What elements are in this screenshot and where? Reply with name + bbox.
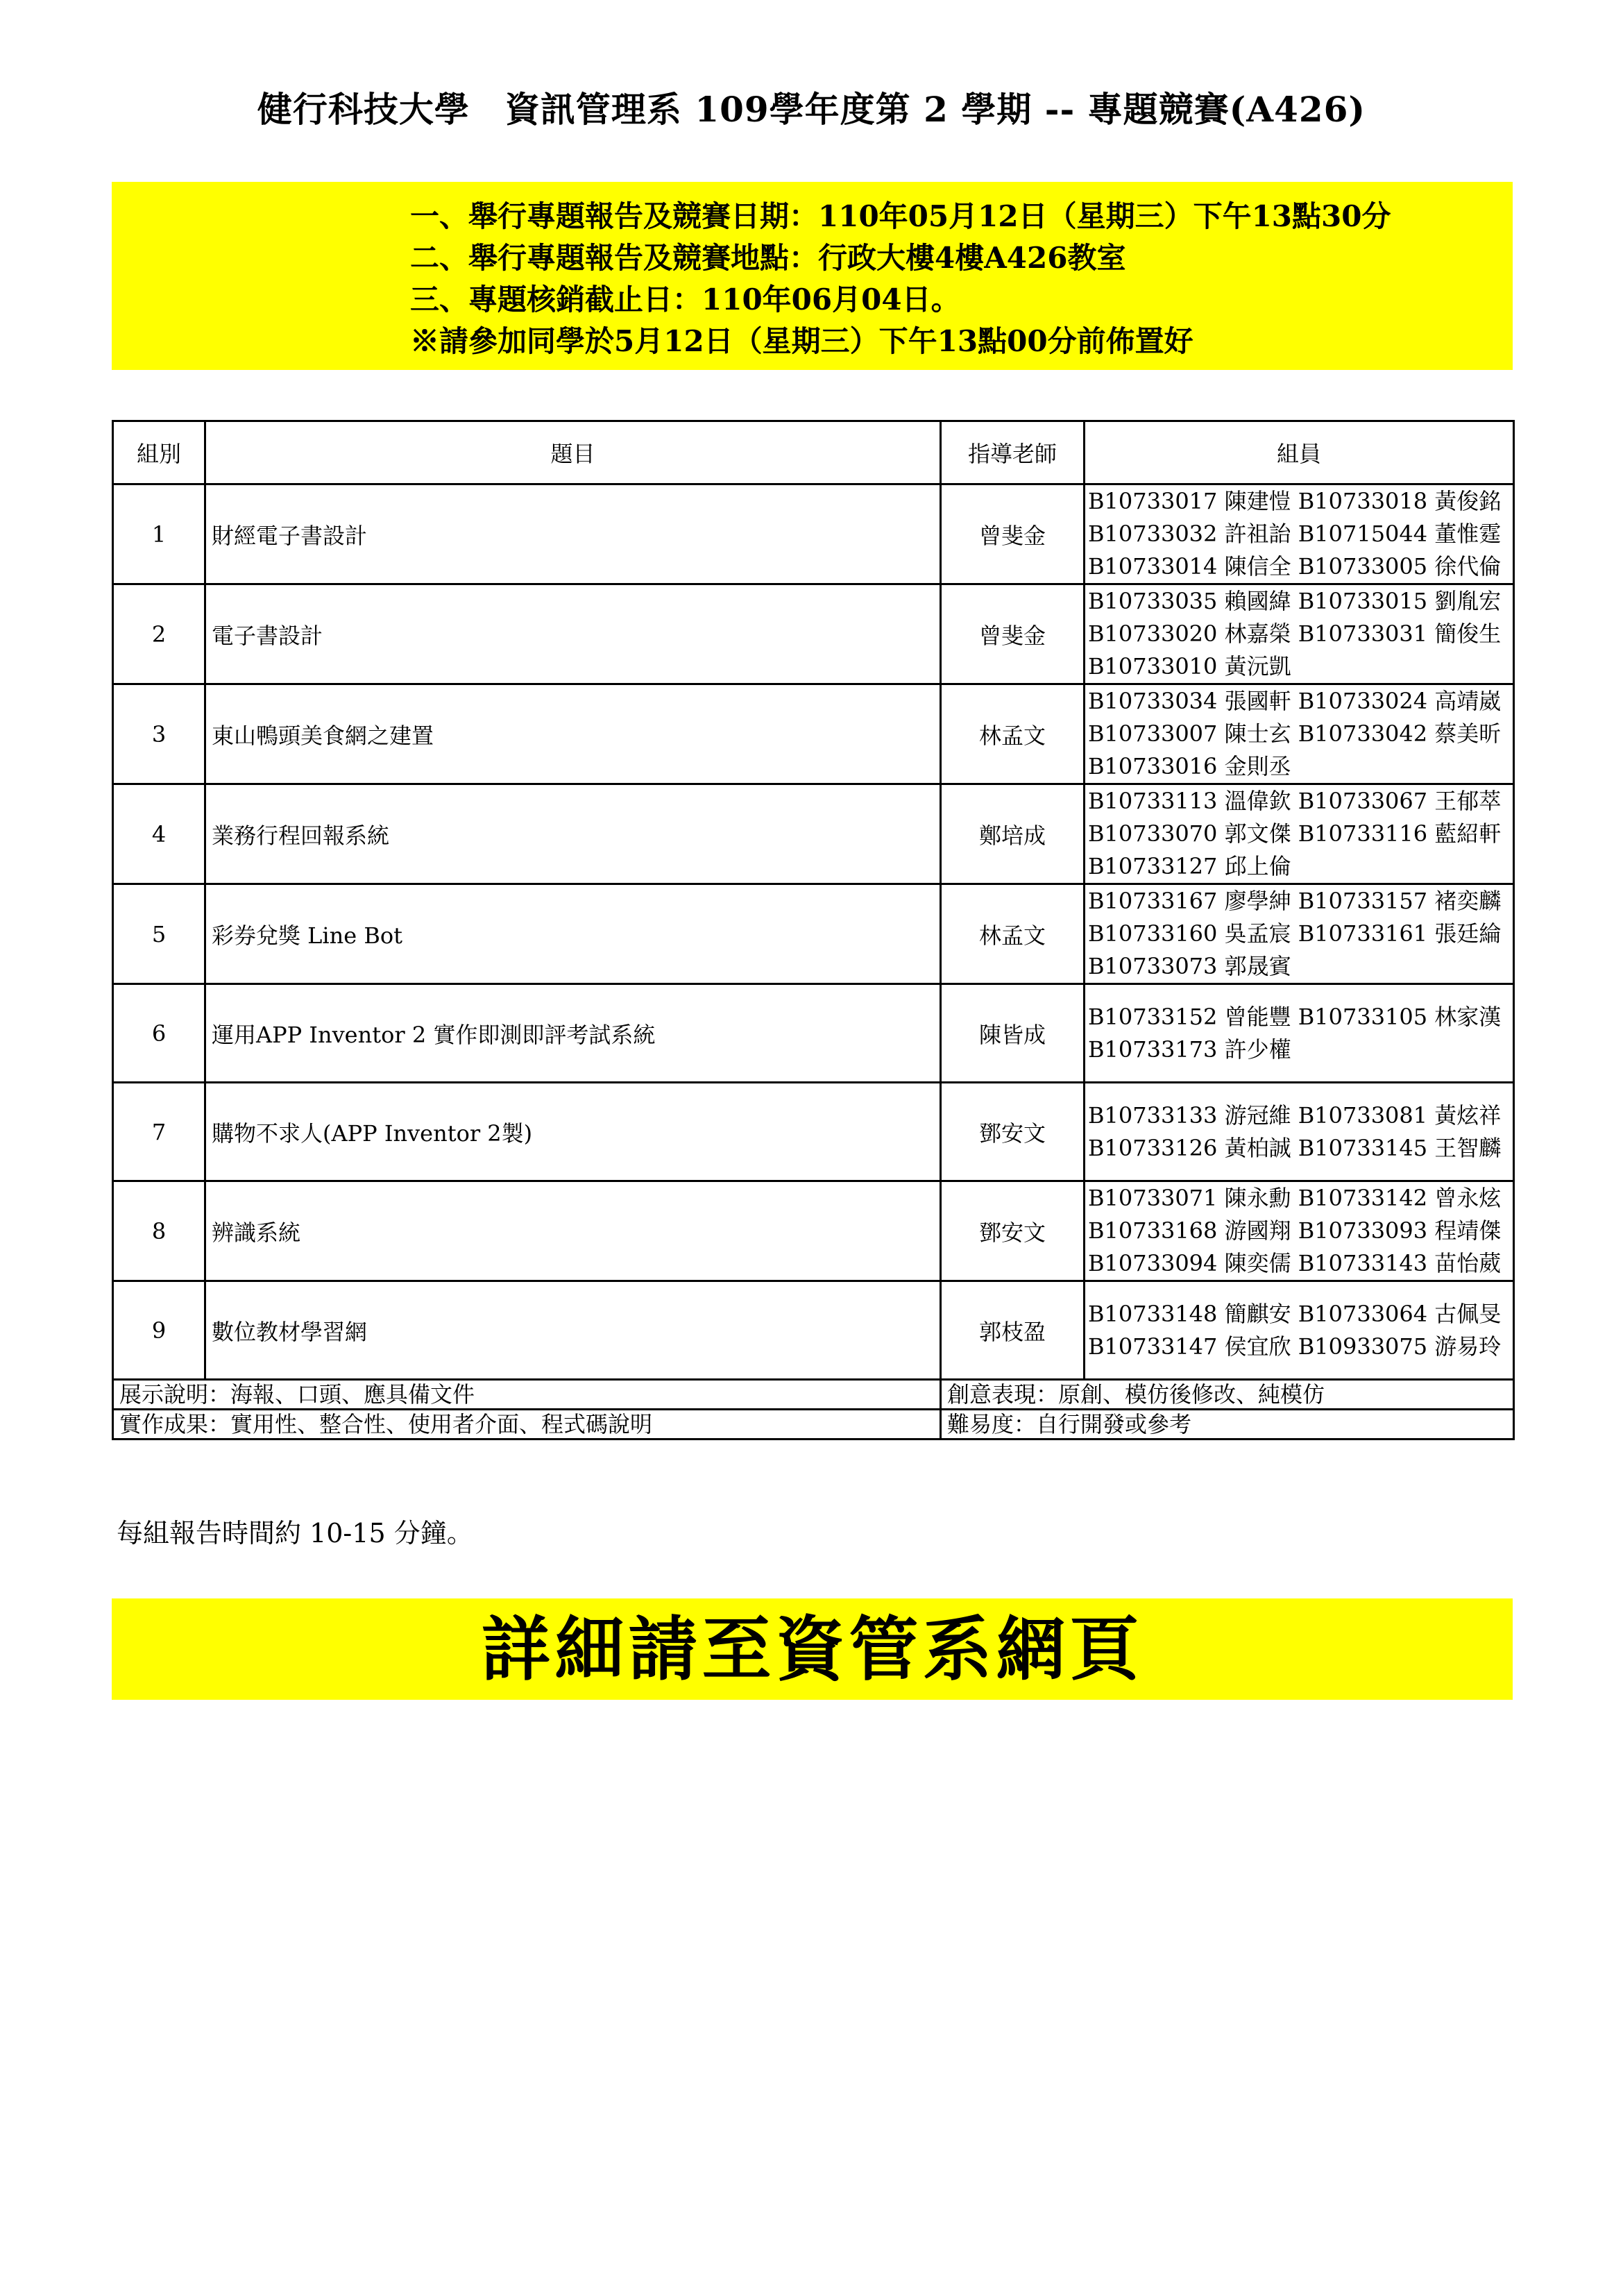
report-time-note: 每組報告時間約 10-15 分鐘。 bbox=[117, 1518, 473, 1548]
member-line: B10733113 溫偉欽 B10733067 王郁萃 bbox=[1088, 788, 1502, 814]
groups-table bbox=[112, 420, 1515, 1440]
member-line: B10733168 游國翔 B10733093 程靖傑 bbox=[1088, 1217, 1502, 1244]
member-line: B10733148 簡麒安 B10733064 古佩旻 bbox=[1088, 1300, 1502, 1327]
member-list bbox=[1085, 1181, 1514, 1281]
member-line: B10733073 郭晟賓 bbox=[1088, 953, 1291, 979]
member-line: B10733152 曾能豐 B10733105 林家漢 bbox=[1088, 1003, 1502, 1030]
project-title: 財經電子書設計 bbox=[205, 484, 941, 584]
notice-date: 一、舉行專題報告及競賽日期：110年05月12日（星期三）下午13點30分 bbox=[410, 199, 1391, 233]
table-header-row bbox=[113, 421, 1514, 484]
table-row bbox=[113, 984, 1514, 1083]
group-number: 4 bbox=[113, 784, 205, 884]
notice-setup-reminder: ※請參加同學於5月12日（星期三）下午13點00分前佈置好 bbox=[410, 324, 1193, 358]
member-line: B10733016 金則丞 bbox=[1088, 753, 1291, 779]
member-line: B10733160 吳孟宸 B10733161 張廷綸 bbox=[1088, 920, 1502, 947]
notice-box bbox=[112, 182, 1513, 370]
member-line: B10733094 陳奕儒 B10733143 苗怡葳 bbox=[1088, 1250, 1502, 1276]
table-row bbox=[113, 684, 1514, 784]
member-line: B10733010 黃沅凱 bbox=[1088, 653, 1291, 679]
member-list bbox=[1085, 784, 1514, 884]
group-number: 2 bbox=[113, 584, 205, 684]
advisor-name: 鄧安文 bbox=[941, 1181, 1085, 1281]
header-advisor: 指導老師 bbox=[941, 421, 1085, 484]
group-number: 5 bbox=[113, 884, 205, 984]
criteria-row bbox=[113, 1380, 1514, 1410]
advisor-name: 曾斐金 bbox=[941, 584, 1085, 684]
member-line: B10733007 陳士玄 B10733042 蔡美昕 bbox=[1088, 720, 1502, 747]
header-group-no: 組別 bbox=[113, 421, 205, 484]
criteria-creativity: 創意表現：原創、模仿後修改、純模仿 bbox=[941, 1380, 1514, 1410]
notice-deadline: 三、專題核銷截止日：110年06月04日。 bbox=[410, 282, 960, 316]
member-list bbox=[1085, 584, 1514, 684]
group-number: 1 bbox=[113, 484, 205, 584]
advisor-name: 陳皆成 bbox=[941, 984, 1085, 1083]
member-line: B10733071 陳永勳 B10733142 曾永炫 bbox=[1088, 1185, 1502, 1211]
table-row bbox=[113, 484, 1514, 584]
member-line: B10733070 郭文傑 B10733116 藍紹軒 bbox=[1088, 820, 1502, 847]
table-row bbox=[113, 884, 1514, 984]
table-row bbox=[113, 1281, 1514, 1380]
criteria-presentation: 展示說明：海報、口頭、應具備文件 bbox=[113, 1380, 941, 1410]
project-title: 業務行程回報系統 bbox=[205, 784, 941, 884]
table-row bbox=[113, 784, 1514, 884]
advisor-name: 鄧安文 bbox=[941, 1083, 1085, 1181]
table-row bbox=[113, 584, 1514, 684]
page-title: 健行科技大學 資訊管理系 109學年度第 2 學期 -- 專題競賽(A426) bbox=[257, 89, 1366, 130]
table-row bbox=[113, 1181, 1514, 1281]
criteria-row bbox=[113, 1410, 1514, 1440]
notice-location: 二、舉行專題報告及競賽地點：行政大樓4樓A426教室 bbox=[410, 241, 1126, 275]
project-title: 購物不求人(APP Inventor 2製) bbox=[205, 1083, 941, 1181]
website-banner: 詳細請至資管系網頁 bbox=[112, 1598, 1513, 1700]
group-number: 6 bbox=[113, 984, 205, 1083]
group-number: 9 bbox=[113, 1281, 205, 1380]
advisor-name: 林孟文 bbox=[941, 884, 1085, 984]
member-line: B10733017 陳建愷 B10733018 黃俊銘 bbox=[1088, 488, 1502, 514]
group-number: 7 bbox=[113, 1083, 205, 1181]
advisor-name: 郭枝盈 bbox=[941, 1281, 1085, 1380]
group-number: 3 bbox=[113, 684, 205, 784]
advisor-name: 曾斐金 bbox=[941, 484, 1085, 584]
member-list bbox=[1085, 884, 1514, 984]
criteria-difficulty: 難易度：自行開發或參考 bbox=[941, 1410, 1514, 1440]
criteria-implementation: 實作成果：實用性、整合性、使用者介面、程式碼說明 bbox=[113, 1410, 941, 1440]
project-title: 辨識系統 bbox=[205, 1181, 941, 1281]
member-list bbox=[1085, 484, 1514, 584]
member-line: B10733127 邱上倫 bbox=[1088, 853, 1291, 879]
table-row bbox=[113, 1083, 1514, 1181]
member-line: B10733147 侯宜欣 B10933075 游易玲 bbox=[1088, 1333, 1502, 1360]
project-title: 東山鴨頭美食網之建置 bbox=[205, 684, 941, 784]
member-line: B10733020 林嘉榮 B10733031 簡俊生 bbox=[1088, 621, 1502, 647]
advisor-name: 林孟文 bbox=[941, 684, 1085, 784]
member-line: B10733167 廖學紳 B10733157 褚奕麟 bbox=[1088, 888, 1502, 914]
member-list bbox=[1085, 1281, 1514, 1380]
project-title: 電子書設計 bbox=[205, 584, 941, 684]
member-line: B10733034 張國軒 B10733024 高靖崴 bbox=[1088, 688, 1502, 714]
member-list bbox=[1085, 1083, 1514, 1181]
project-title: 運用APP Inventor 2 實作即測即評考試系統 bbox=[205, 984, 941, 1083]
member-line: B10733032 許祖詒 B10715044 董惟霆 bbox=[1088, 521, 1502, 547]
header-members: 組員 bbox=[1085, 421, 1514, 484]
group-number: 8 bbox=[113, 1181, 205, 1281]
project-title: 彩券兌獎 Line Bot bbox=[205, 884, 941, 984]
member-list bbox=[1085, 684, 1514, 784]
header-topic: 題目 bbox=[205, 421, 941, 484]
member-line: B10733126 黃柏誠 B10733145 王智麟 bbox=[1088, 1134, 1502, 1161]
member-line: B10733133 游冠維 B10733081 黃炫祥 bbox=[1088, 1101, 1502, 1129]
member-list bbox=[1085, 984, 1514, 1083]
advisor-name: 鄭培成 bbox=[941, 784, 1085, 884]
project-title: 數位教材學習網 bbox=[205, 1281, 941, 1380]
member-line: B10733014 陳信全 B10733005 徐代倫 bbox=[1088, 553, 1502, 580]
member-line: B10733173 許少權 bbox=[1088, 1036, 1291, 1063]
member-line: B10733035 賴國緯 B10733015 劉胤宏 bbox=[1088, 588, 1502, 614]
